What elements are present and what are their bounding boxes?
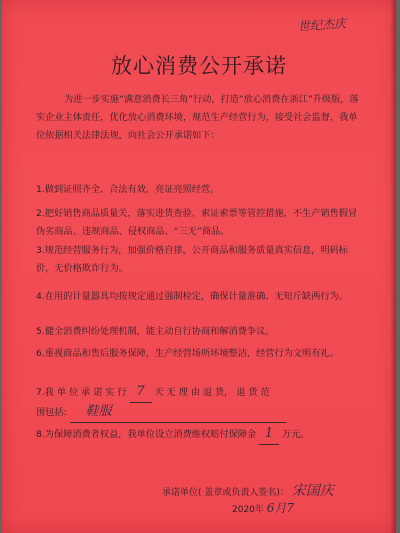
promise-item-7 xyxy=(36,383,360,423)
promise-item-6: 6.重视商品和售后服务保障，生产经营场所环境整洁，经营行为文明有礼。 xyxy=(36,348,339,359)
promise-item-3: 3.规范经营服务行为，加强价格自律，公开商品和服务质量真实信息，明码标价，无价格欺诈行为。 xyxy=(36,245,348,274)
item8-suffix: 万元。 xyxy=(281,429,310,440)
intro-paragraph: 为进一步实施“满意消费长三角”行动，打造“放心消费在浙江”升级版，落实企业主体责任，优化放心消费环境，规范生产经营行为，接受社会监督，我单位依据相关法律法规，向社会公开承诺如下： xyxy=(36,94,359,141)
promise-item-5: 5.健全消费纠纷处理机制，能主动自行协商和解消费争议。 xyxy=(36,326,275,337)
item7-scope-label: 围包括: xyxy=(36,407,67,418)
item7-scope-blank xyxy=(70,403,286,423)
promise-item-8 xyxy=(36,425,360,445)
item8-prefix: 8.为保障消费者权益，我单位设立消费维权赔付保障金 xyxy=(36,429,257,440)
item7-suffix: 天 无 理 由 退 货， 退 货 范 xyxy=(154,387,270,398)
item7-scope-value: 鞋服 xyxy=(85,404,112,419)
date-row xyxy=(232,499,294,516)
date-year: 2020年 xyxy=(232,505,264,515)
item8-amount-blank xyxy=(259,425,279,445)
item7-days-blank xyxy=(130,383,152,403)
sign-label: 承诺单位( 盖章或负责人签名)： xyxy=(162,488,289,498)
corner-signature: 世纪杰庆 xyxy=(297,16,347,34)
poster-title: 放心消费公开承诺 xyxy=(111,54,287,78)
item7-days: 7 xyxy=(136,384,145,399)
item8-amount: 1 xyxy=(264,426,274,441)
item7-prefix: 7.我 单 位 承 诺 实 行 xyxy=(36,387,127,398)
signature-row xyxy=(162,480,334,500)
date-handwritten: 6月7 xyxy=(266,501,295,515)
promise-item-2: 2.把好销售商品质量关，落实进货查验、索证索票等管控措施，不生产销售假冒伪劣商品、违规商品、侵权商品、“三无”商品。 xyxy=(36,208,358,237)
promise-item-1: 1.做到证照齐全、合法有效，亮证亮照经营。 xyxy=(36,184,220,195)
sign-name: 宋国庆 xyxy=(291,483,334,499)
promise-item-4: 4.在用的计量器具均按规定通过强制检定，确保计量准确、无短斤缺两行为。 xyxy=(36,291,348,302)
promise-poster xyxy=(2,0,396,533)
